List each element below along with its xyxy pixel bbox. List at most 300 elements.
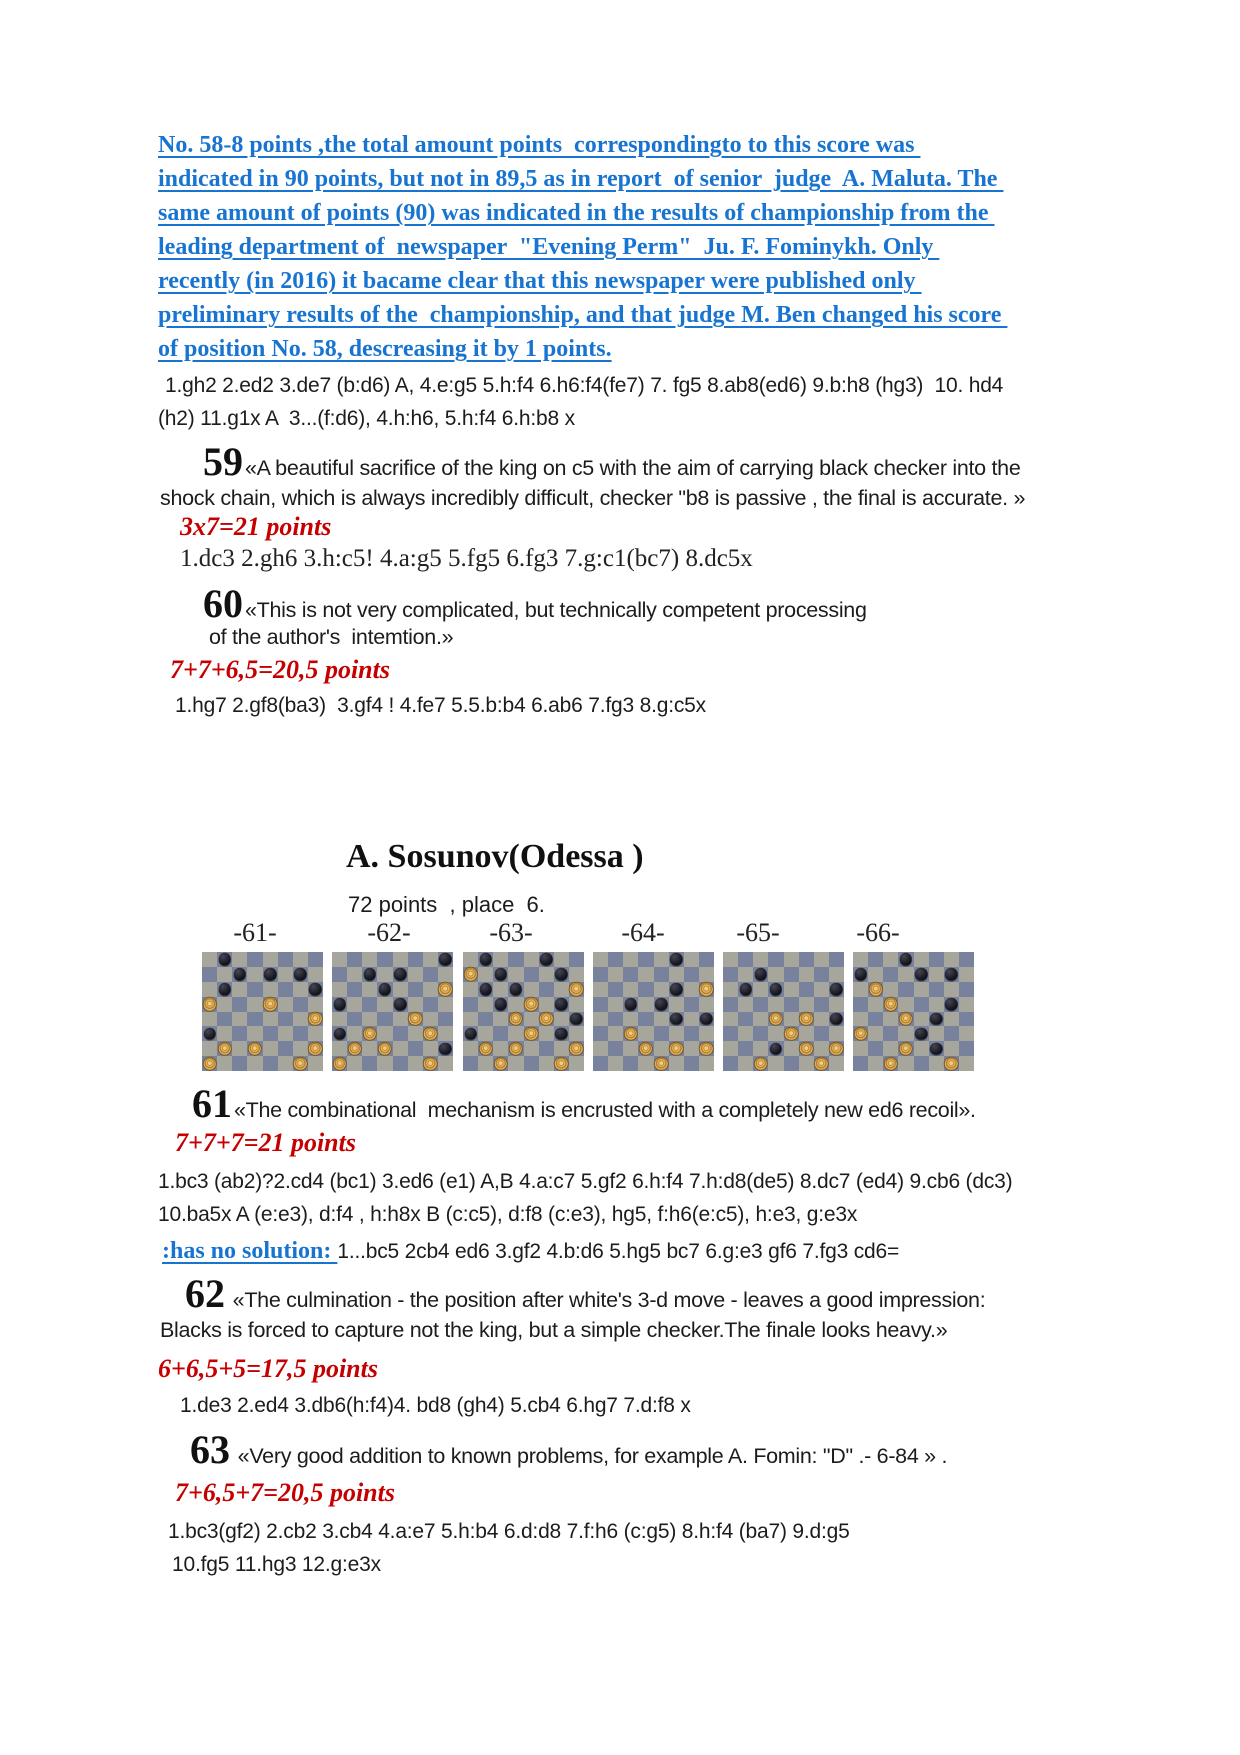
board-square bbox=[593, 952, 608, 967]
board-square bbox=[768, 1041, 783, 1056]
board-square bbox=[883, 982, 898, 997]
notation-line-58-2: (h2) 11.g1x A 3...(f:d6), 4.h:h6, 5.h:f4 6.h:b8 x bbox=[158, 407, 575, 430]
white-checker bbox=[409, 1013, 422, 1026]
board-square bbox=[784, 1041, 799, 1056]
board-square bbox=[914, 1012, 929, 1027]
board-square bbox=[463, 1041, 478, 1056]
board-square bbox=[217, 1026, 232, 1041]
intro-paragraph bbox=[158, 128, 1007, 366]
white-checker bbox=[309, 1013, 322, 1026]
section-number: 61 bbox=[192, 1081, 232, 1126]
board-square bbox=[202, 967, 217, 982]
board-square bbox=[217, 1056, 232, 1071]
board-square bbox=[829, 997, 844, 1012]
board-square bbox=[784, 967, 799, 982]
board-square bbox=[478, 967, 493, 982]
board-square bbox=[232, 982, 247, 997]
black-checker bbox=[670, 983, 683, 996]
board-square bbox=[508, 1026, 523, 1041]
moves-line-60: 1.hg7 2.gf8(ba3) 3.gf4 ! 4.fe7 5.5.b:b4 6.ab6 7.fg3 8.g:c5x bbox=[175, 694, 706, 717]
board-square bbox=[332, 1012, 347, 1027]
board-square bbox=[814, 952, 829, 967]
board-square bbox=[699, 967, 714, 982]
board-square bbox=[684, 1026, 699, 1041]
board-square bbox=[829, 1026, 844, 1041]
no-solution-label: :has no solution: bbox=[162, 1238, 338, 1264]
board-square bbox=[638, 1026, 653, 1041]
board-square bbox=[883, 1012, 898, 1027]
board-square bbox=[347, 1056, 362, 1071]
board-square bbox=[768, 952, 783, 967]
black-checker bbox=[540, 953, 553, 966]
board-square bbox=[377, 1012, 392, 1027]
board-square bbox=[423, 982, 438, 997]
board-square bbox=[753, 1012, 768, 1027]
board-square bbox=[654, 1041, 669, 1056]
board-square bbox=[263, 1056, 278, 1071]
board-square bbox=[493, 1056, 508, 1071]
board-square bbox=[784, 1056, 799, 1071]
white-checker bbox=[540, 1013, 553, 1026]
black-checker bbox=[394, 998, 407, 1011]
black-checker bbox=[830, 1013, 843, 1026]
board-square bbox=[814, 1012, 829, 1027]
board-square bbox=[569, 952, 584, 967]
board-square bbox=[524, 1026, 539, 1041]
board-square bbox=[868, 952, 883, 967]
board-square bbox=[929, 997, 944, 1012]
board-label: -66- bbox=[856, 918, 900, 947]
board-square bbox=[508, 1056, 523, 1071]
black-checker bbox=[309, 983, 322, 996]
black-checker bbox=[394, 968, 407, 981]
board-square bbox=[202, 952, 217, 967]
board-square bbox=[623, 967, 638, 982]
board-square bbox=[539, 1056, 554, 1071]
board-square bbox=[593, 1026, 608, 1041]
board-square bbox=[554, 997, 569, 1012]
board-square bbox=[493, 1026, 508, 1041]
board-square bbox=[768, 1026, 783, 1041]
author-subtitle: 72 points , place 6. bbox=[348, 892, 545, 917]
board-square bbox=[232, 1026, 247, 1041]
board-square bbox=[608, 997, 623, 1012]
black-checker bbox=[930, 1042, 943, 1055]
section-59-header bbox=[203, 438, 1021, 485]
board-square bbox=[883, 1056, 898, 1071]
board-square bbox=[799, 952, 814, 967]
board-square bbox=[684, 952, 699, 967]
white-checker bbox=[885, 1057, 898, 1070]
board-square bbox=[684, 967, 699, 982]
notation-line-58-1: 1.gh2 2.ed2 3.de7 (b:d6) A, 4.e:g5 5.h:f4 6.h6:f4(fe7) 7. fg5 8.ab8(ed6) 9.b:h8 (hg3) 10. hd4 bbox=[165, 374, 1004, 397]
board-square bbox=[554, 1041, 569, 1056]
board-square bbox=[929, 1056, 944, 1071]
board-square bbox=[347, 1026, 362, 1041]
board-square bbox=[638, 1012, 653, 1027]
board-square bbox=[799, 982, 814, 997]
black-checker bbox=[915, 968, 928, 981]
board-square bbox=[539, 1026, 554, 1041]
board-square bbox=[723, 1026, 738, 1041]
board-square bbox=[463, 1026, 478, 1041]
no-solution-moves: 1...bc5 2cb4 ed6 3.gf2 4.b:d6 5.hg5 bc7 6.g:e3 gf6 7.fg3 cd6= bbox=[337, 1240, 900, 1263]
board-square bbox=[853, 982, 868, 997]
black-checker bbox=[479, 983, 492, 996]
board-square bbox=[914, 997, 929, 1012]
board-square bbox=[898, 1012, 913, 1027]
board-square bbox=[699, 982, 714, 997]
board-square bbox=[654, 1012, 669, 1027]
black-checker bbox=[218, 983, 231, 996]
board-square bbox=[593, 1012, 608, 1027]
black-checker bbox=[439, 953, 452, 966]
board-square bbox=[898, 1026, 913, 1041]
section-62-header bbox=[185, 1270, 985, 1317]
white-checker bbox=[555, 1057, 568, 1070]
board-square bbox=[293, 1012, 308, 1027]
checkers-board bbox=[332, 952, 453, 1071]
board-square bbox=[438, 952, 453, 967]
board-square bbox=[278, 1056, 293, 1071]
board-square bbox=[883, 1026, 898, 1041]
board-square bbox=[408, 1026, 423, 1041]
black-checker bbox=[570, 1013, 583, 1026]
board-square bbox=[393, 997, 408, 1012]
board-square bbox=[738, 1056, 753, 1071]
board-square bbox=[438, 982, 453, 997]
board-square bbox=[768, 1012, 783, 1027]
board-square bbox=[669, 967, 684, 982]
board-square bbox=[959, 967, 974, 982]
board-square bbox=[623, 1056, 638, 1071]
board-square bbox=[362, 952, 377, 967]
board-label: -63- bbox=[489, 918, 533, 947]
board-square bbox=[898, 997, 913, 1012]
board-square bbox=[278, 982, 293, 997]
board-square bbox=[959, 997, 974, 1012]
board-square bbox=[898, 1041, 913, 1056]
board-square bbox=[753, 1026, 768, 1041]
board-square bbox=[408, 1012, 423, 1027]
board-square bbox=[799, 1026, 814, 1041]
board-square bbox=[868, 1012, 883, 1027]
board-square bbox=[508, 967, 523, 982]
section-quote: «The culmination - the position after white's 3-d move - leaves a good impression: bbox=[227, 1288, 986, 1312]
board-square bbox=[944, 967, 959, 982]
white-checker bbox=[640, 1042, 653, 1055]
white-checker bbox=[900, 1013, 913, 1026]
board-square bbox=[524, 952, 539, 967]
section-quote: «The combinational mechanism is encrusted with a completely new ed6 recoil». bbox=[234, 1098, 976, 1122]
board-square bbox=[814, 967, 829, 982]
board-square bbox=[524, 982, 539, 997]
board-square bbox=[738, 997, 753, 1012]
board-square bbox=[263, 1026, 278, 1041]
board-square bbox=[868, 1041, 883, 1056]
board-square bbox=[883, 967, 898, 982]
board-square bbox=[202, 997, 217, 1012]
black-checker bbox=[900, 953, 913, 966]
board-square bbox=[623, 997, 638, 1012]
black-checker bbox=[379, 983, 392, 996]
board-square bbox=[408, 1056, 423, 1071]
white-checker bbox=[525, 998, 538, 1011]
board-square bbox=[293, 1026, 308, 1041]
board-square bbox=[623, 1012, 638, 1027]
white-checker bbox=[510, 1042, 523, 1055]
board-square bbox=[929, 982, 944, 997]
board-square bbox=[278, 1012, 293, 1027]
moves-line-59: 1.dc3 2.gh6 3.h:c5! 4.a:g5 5.fg5 6.fg3 7.g:c1(bc7) 8.dc5x bbox=[180, 545, 753, 572]
section-60-quote-2: of the author's intemtion.» bbox=[209, 625, 454, 649]
white-checker bbox=[203, 1057, 216, 1070]
board-square bbox=[929, 1026, 944, 1041]
board-square bbox=[438, 1056, 453, 1071]
section-quote: «A beautiful sacrifice of the king on c5 with the aim of carrying black checker into the bbox=[245, 456, 1021, 480]
board-square bbox=[308, 952, 323, 967]
white-checker bbox=[525, 1028, 538, 1041]
board-square bbox=[423, 1026, 438, 1041]
board-square bbox=[829, 967, 844, 982]
board-square bbox=[753, 997, 768, 1012]
board-square bbox=[654, 1056, 669, 1071]
board-square bbox=[232, 1012, 247, 1027]
board-square bbox=[669, 952, 684, 967]
board-square bbox=[669, 1041, 684, 1056]
board-square bbox=[493, 1012, 508, 1027]
board-square bbox=[959, 982, 974, 997]
board-square bbox=[853, 1056, 868, 1071]
board-square bbox=[347, 952, 362, 967]
black-checker bbox=[203, 1028, 216, 1041]
section-59-quote-2: shock chain, which is always incredibly difficult, checker "b8 is passive , the final is accurate. » bbox=[160, 486, 1026, 510]
board-square bbox=[654, 952, 669, 967]
board-square bbox=[263, 952, 278, 967]
board-square bbox=[799, 1041, 814, 1056]
board-square bbox=[408, 997, 423, 1012]
board-square bbox=[478, 1056, 493, 1071]
board-square bbox=[247, 1056, 262, 1071]
board-square bbox=[684, 1056, 699, 1071]
board-square bbox=[608, 1056, 623, 1071]
board-square bbox=[814, 982, 829, 997]
board-square bbox=[569, 997, 584, 1012]
board-square bbox=[593, 1041, 608, 1056]
board-square bbox=[347, 982, 362, 997]
board-square bbox=[293, 1056, 308, 1071]
black-checker bbox=[945, 998, 958, 1011]
board-square bbox=[654, 982, 669, 997]
white-checker bbox=[945, 1057, 958, 1070]
board-square bbox=[308, 997, 323, 1012]
board-square bbox=[362, 1026, 377, 1041]
board-square bbox=[393, 967, 408, 982]
board-square bbox=[377, 1041, 392, 1056]
board-square bbox=[944, 1026, 959, 1041]
board-square bbox=[308, 967, 323, 982]
board-square bbox=[738, 967, 753, 982]
white-checker bbox=[570, 983, 583, 996]
black-checker bbox=[655, 998, 668, 1011]
black-checker bbox=[915, 1028, 928, 1041]
board-square bbox=[669, 997, 684, 1012]
board-square bbox=[393, 1026, 408, 1041]
board-square bbox=[898, 952, 913, 967]
moves-line-62: 1.de3 2.ed4 3.db6(h:f4)4. bd8 (gh4) 5.cb4 6.hg7 7.d:f8 x bbox=[180, 1394, 691, 1417]
board-square bbox=[247, 1026, 262, 1041]
board-square bbox=[308, 1056, 323, 1071]
board-square bbox=[638, 997, 653, 1012]
board-square bbox=[247, 997, 262, 1012]
board-square bbox=[593, 982, 608, 997]
white-checker bbox=[570, 1042, 583, 1055]
board-square bbox=[493, 1041, 508, 1056]
board-square bbox=[929, 952, 944, 967]
white-checker bbox=[800, 1013, 813, 1026]
white-checker bbox=[464, 968, 477, 981]
board-square bbox=[853, 1026, 868, 1041]
checkers-board bbox=[202, 952, 323, 1071]
checkers-board bbox=[853, 952, 974, 1071]
board-square bbox=[308, 982, 323, 997]
board-square bbox=[217, 967, 232, 982]
board-square bbox=[438, 967, 453, 982]
board-square bbox=[539, 1012, 554, 1027]
white-checker bbox=[815, 1057, 828, 1070]
board-label: -64- bbox=[621, 918, 665, 947]
board-square bbox=[753, 1041, 768, 1056]
board-square bbox=[944, 997, 959, 1012]
board-square bbox=[959, 952, 974, 967]
board-square bbox=[554, 967, 569, 982]
board-square bbox=[438, 1041, 453, 1056]
board-square bbox=[232, 1041, 247, 1056]
board-square bbox=[508, 1041, 523, 1056]
board-square bbox=[723, 967, 738, 982]
board-square bbox=[883, 997, 898, 1012]
black-checker bbox=[439, 1042, 452, 1055]
board-square bbox=[638, 952, 653, 967]
board-square bbox=[408, 982, 423, 997]
board-square bbox=[347, 1012, 362, 1027]
board-square bbox=[493, 967, 508, 982]
board-square bbox=[608, 1012, 623, 1027]
black-checker bbox=[945, 968, 958, 981]
board-square bbox=[853, 1041, 868, 1056]
board-square bbox=[247, 967, 262, 982]
white-checker bbox=[755, 1057, 768, 1070]
board-square bbox=[914, 952, 929, 967]
white-checker bbox=[900, 1042, 913, 1055]
board-square bbox=[914, 1026, 929, 1041]
intro-line: indicated in 90 points, but not in 89,5 as in report of senior judge A. Maluta. The bbox=[158, 166, 1004, 192]
board-square bbox=[217, 952, 232, 967]
board-square bbox=[554, 1056, 569, 1071]
white-checker bbox=[869, 983, 882, 996]
intro-line: of position No. 58, descreasing it by 1 points. bbox=[158, 336, 612, 362]
points-line-61: 7+7+7=21 points bbox=[175, 1128, 356, 1157]
board-square bbox=[593, 1056, 608, 1071]
board-square bbox=[493, 982, 508, 997]
board-square bbox=[232, 952, 247, 967]
black-checker bbox=[234, 968, 247, 981]
board-square bbox=[898, 967, 913, 982]
board-square bbox=[332, 997, 347, 1012]
intro-line: leading department of newspaper "Evening Perm" Ju. F. Fominykh. Only bbox=[158, 234, 940, 260]
board-square bbox=[914, 1056, 929, 1071]
board-square bbox=[699, 997, 714, 1012]
board-square bbox=[554, 982, 569, 997]
board-square bbox=[377, 952, 392, 967]
board-label: -61- bbox=[233, 918, 277, 947]
board-square bbox=[959, 1012, 974, 1027]
points-line-63: 7+6,5+7=20,5 points bbox=[175, 1478, 395, 1507]
white-checker bbox=[348, 1042, 361, 1055]
board-square bbox=[784, 952, 799, 967]
white-checker bbox=[800, 1042, 813, 1055]
board-square bbox=[508, 997, 523, 1012]
white-checker bbox=[655, 1057, 668, 1070]
board-square bbox=[944, 1041, 959, 1056]
board-square bbox=[263, 1012, 278, 1027]
board-square bbox=[723, 1012, 738, 1027]
intro-line: recently (in 2016) it bacame clear that this newspaper were published only bbox=[158, 268, 922, 294]
board-square bbox=[217, 1041, 232, 1056]
white-checker bbox=[424, 1057, 437, 1070]
white-checker bbox=[364, 1028, 377, 1041]
section-61-header bbox=[192, 1080, 976, 1127]
board-square bbox=[478, 952, 493, 967]
board-square bbox=[723, 952, 738, 967]
white-checker bbox=[424, 1028, 437, 1041]
board-square bbox=[723, 997, 738, 1012]
board-square bbox=[723, 1041, 738, 1056]
board-square bbox=[263, 982, 278, 997]
board-square bbox=[959, 1041, 974, 1056]
intro-line: No. 58-8 points ,the total amount points correspondingto to this score was bbox=[158, 132, 921, 158]
board-square bbox=[784, 1012, 799, 1027]
board-square bbox=[883, 1041, 898, 1056]
board-square bbox=[377, 982, 392, 997]
board-square bbox=[898, 982, 913, 997]
section-quote: «This is not very complicated, but technically competent processing bbox=[245, 598, 867, 622]
section-number: 63 bbox=[190, 1427, 230, 1472]
board-square bbox=[654, 997, 669, 1012]
board-square bbox=[423, 997, 438, 1012]
board-square bbox=[723, 982, 738, 997]
board-square bbox=[278, 997, 293, 1012]
board-square bbox=[868, 1026, 883, 1041]
section-62-quote-2: Blacks is forced to capture not the king, but a simple checker.The finale looks heavy.» bbox=[160, 1318, 948, 1342]
board-square bbox=[438, 1012, 453, 1027]
board-square bbox=[308, 1026, 323, 1041]
board-square bbox=[508, 952, 523, 967]
board-square bbox=[232, 967, 247, 982]
board-square bbox=[377, 1056, 392, 1071]
board-square bbox=[868, 997, 883, 1012]
board-square bbox=[493, 952, 508, 967]
board-square bbox=[202, 982, 217, 997]
board-square bbox=[638, 982, 653, 997]
black-checker bbox=[218, 953, 231, 966]
white-checker bbox=[495, 1057, 508, 1070]
white-checker bbox=[785, 1028, 798, 1041]
board-square bbox=[478, 1012, 493, 1027]
board-square bbox=[247, 952, 262, 967]
board-square bbox=[293, 997, 308, 1012]
board-square bbox=[263, 967, 278, 982]
